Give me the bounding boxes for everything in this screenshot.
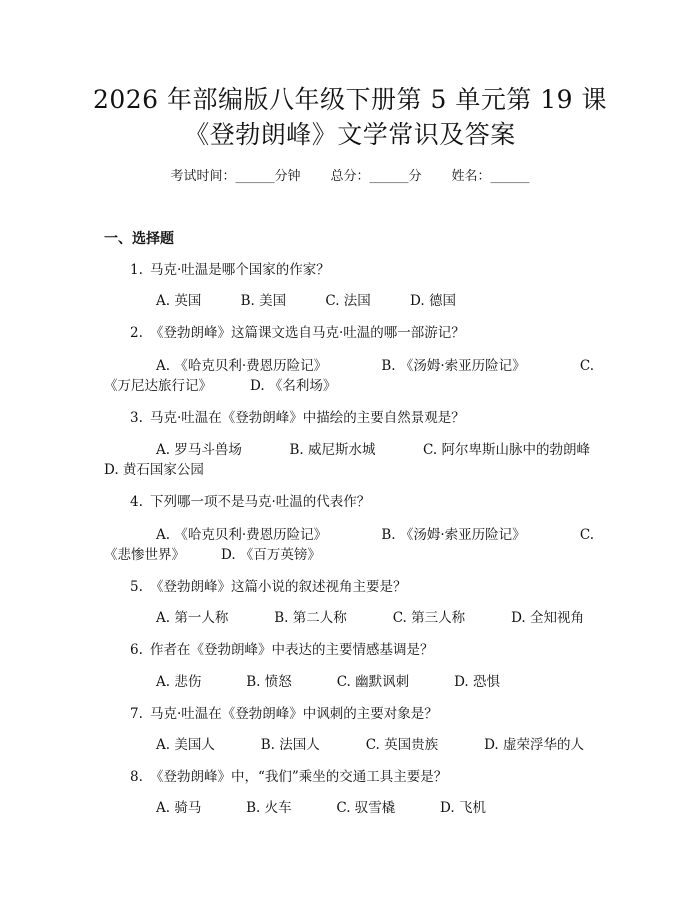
- option-d: D. 全知视角: [511, 610, 584, 626]
- option-c: C. 英国贵族: [365, 737, 439, 753]
- option-a: A. 第一人称: [156, 610, 229, 626]
- option-b: B. 美国: [240, 293, 287, 309]
- question-5: [130, 577, 407, 597]
- question-number: 6.: [130, 642, 143, 658]
- option-d: D. 恐惧: [454, 674, 500, 690]
- options-7: [156, 735, 584, 755]
- options-2-row-1: [156, 356, 594, 376]
- option-b: B. 第二人称: [274, 610, 347, 626]
- question-8: [130, 767, 447, 787]
- option-a: A. 英国: [156, 293, 202, 309]
- option-b: B. 火车: [246, 800, 292, 816]
- question-text: 《登勃朗峰》中，“我们”乘坐的交通工具主要是？: [150, 769, 448, 785]
- total-score-field: 总分：______分: [330, 169, 422, 184]
- question-text: 《登勃朗峰》这篇小说的叙述视角主要是？: [150, 579, 407, 595]
- option-d: D. 黄石国家公园: [104, 462, 204, 478]
- option-a: A. 骑马: [156, 800, 202, 816]
- options-4-row-2: [104, 545, 544, 565]
- question-number: 4.: [130, 494, 143, 510]
- options-1: [156, 291, 456, 311]
- option-d: D. 《名利场》: [250, 378, 337, 394]
- question-number: 5.: [130, 579, 143, 595]
- question-number: 7.: [130, 706, 143, 722]
- option-b: B. 《汤姆·索亚历险记》: [381, 527, 526, 543]
- option-c: C. 驭雪橇: [336, 800, 396, 816]
- options-2-row-2: [104, 376, 544, 396]
- question-text: 马克·吐温是哪个国家的作家？: [150, 262, 330, 278]
- options-3-row-2: [104, 460, 544, 480]
- option-c: C. 法国: [325, 293, 371, 309]
- question-6: [130, 640, 434, 660]
- question-number: 1.: [130, 262, 143, 278]
- option-c: C. 幽默讽刺: [336, 674, 410, 690]
- option-d: D. 飞机: [440, 800, 486, 816]
- option-a: A. 《哈克贝利·费恩历险记》: [156, 358, 328, 374]
- question-text: 马克·吐温在《登勃朗峰》中描绘的主要自然景观是？: [150, 410, 465, 426]
- option-b: B. 愤怒: [246, 674, 292, 690]
- question-text: 下列哪一项不是马克·吐温的代表作？: [150, 494, 371, 510]
- option-a: A. 悲伤: [156, 674, 202, 690]
- option-c-prefix: C.: [579, 358, 594, 374]
- page-title-line-1: 2026 年部编版八年级下册第 5 单元第 19 课: [92, 85, 608, 114]
- option-d: D. 德国: [410, 293, 456, 309]
- option-c-text: 《悲惨世界》: [104, 547, 185, 563]
- exam-time-field: 考试时间：______分钟: [170, 169, 301, 184]
- option-a: A. 罗马斗兽场: [156, 442, 242, 458]
- question-text: 作者在《登勃朗峰》中表达的主要情感基调是？: [150, 642, 434, 658]
- question-number: 3.: [130, 410, 143, 426]
- option-a: A. 美国人: [156, 737, 215, 753]
- option-d: D. 《百万英镑》: [221, 547, 321, 563]
- option-c-prefix: C.: [579, 527, 594, 543]
- option-a: A. 《哈克贝利·费恩历险记》: [156, 527, 328, 543]
- options-4-row-1: [156, 525, 594, 545]
- question-text: 马克·吐温在《登勃朗峰》中讽刺的主要对象是？: [150, 706, 438, 722]
- options-8: [156, 798, 486, 818]
- exam-meta: [0, 167, 700, 187]
- options-5: [156, 608, 584, 628]
- section-heading: 一、选择题: [104, 231, 174, 247]
- question-7: [130, 704, 438, 724]
- question-number: 2.: [130, 325, 143, 341]
- option-b: B. 威尼斯水城: [289, 442, 376, 458]
- option-b: B. 《汤姆·索亚历险记》: [381, 358, 526, 374]
- option-d: D. 虚荣浮华的人: [484, 737, 584, 753]
- option-c: C. 第三人称: [392, 610, 466, 626]
- option-c: C. 阿尔卑斯山脉中的勃朗峰: [423, 442, 590, 458]
- question-2: [130, 323, 465, 343]
- options-3-row-1: [156, 440, 590, 460]
- question-3: [130, 408, 465, 428]
- question-4: [130, 492, 370, 512]
- question-text: 《登勃朗峰》这篇课文选自马克·吐温的哪一部游记？: [150, 325, 465, 341]
- student-name-field: 姓名：______: [451, 169, 530, 184]
- options-6: [156, 672, 500, 692]
- question-1: [130, 260, 330, 280]
- option-c-text: 《万尼达旅行记》: [104, 378, 212, 394]
- page-title-line-2: 《登勃朗峰》文学常识及答案: [184, 120, 516, 149]
- question-number: 8.: [130, 769, 143, 785]
- option-b: B. 法国人: [260, 737, 320, 753]
